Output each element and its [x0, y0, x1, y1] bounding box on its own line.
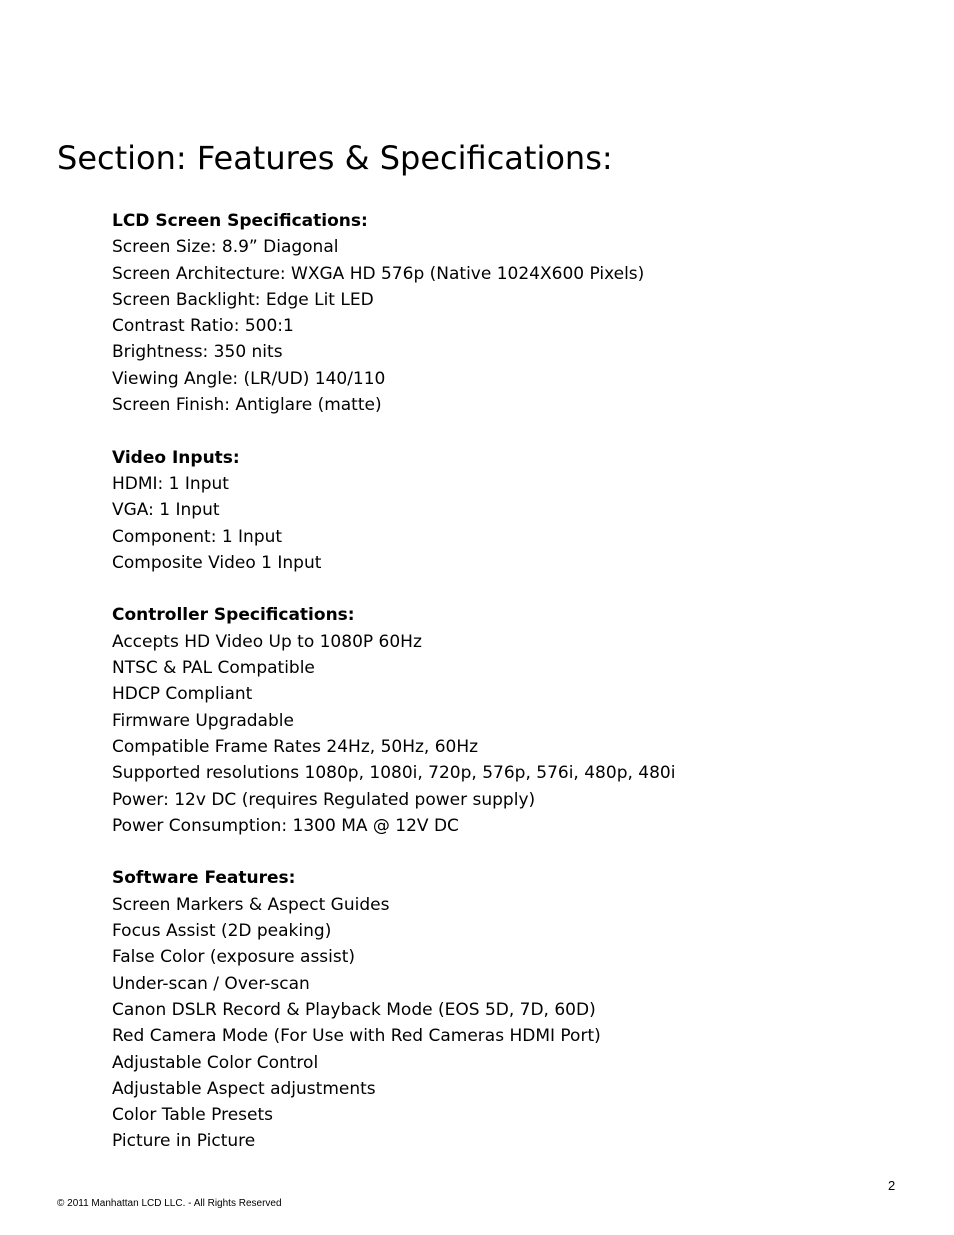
spec-item: VGA: 1 Input [112, 500, 220, 521]
controller-specs-heading: Controller Specifications: [112, 605, 355, 626]
spec-item: Adjustable Aspect adjustments [112, 1078, 376, 1099]
spec-item: Red Camera Mode (For Use with Red Cameras HDMI Port) [112, 1026, 601, 1047]
spec-item: HDMI: 1 Input [112, 473, 229, 494]
controller-specs-section [112, 602, 912, 839]
spec-item: Compatible Frame Rates 24Hz, 50Hz, 60Hz [112, 736, 479, 757]
spec-item: Power Consumption: 1300 MA @ 12V DC [112, 815, 459, 836]
spec-item: NTSC & PAL Compatible [112, 658, 315, 679]
spec-item: Picture in Picture [112, 1131, 256, 1152]
spec-content [112, 208, 912, 1181]
spec-item: Screen Size: 8.9” Diagonal [112, 237, 339, 258]
page-title: Section: Features & Specifications: [57, 139, 613, 177]
spec-item: Accepts HD Video Up to 1080P 60Hz [112, 631, 422, 652]
lcd-screen-specs-section [112, 208, 912, 418]
software-features-section [112, 865, 912, 1154]
software-features-heading: Software Features: [112, 868, 296, 889]
spec-item: HDCP Compliant [112, 684, 253, 705]
spec-item: Canon DSLR Record & Playback Mode (EOS 5D, 7D, 60D) [112, 999, 596, 1020]
copyright-footer: © 2011 Manhattan LCD LLC. - All Rights Reserved [57, 1198, 282, 1209]
spec-item: Power: 12v DC (requires Regulated power supply) [112, 789, 536, 810]
spec-item: Color Table Presets [112, 1105, 274, 1126]
page-number: 2 [888, 1178, 896, 1193]
spec-item: Contrast Ratio: 500:1 [112, 316, 294, 337]
spec-item: Composite Video 1 Input [112, 552, 322, 573]
spec-item: Screen Markers & Aspect Guides [112, 894, 390, 915]
spec-item: Screen Architecture: WXGA HD 576p (Native 1024X600 Pixels) [112, 263, 645, 284]
lcd-screen-specs-heading: LCD Screen Specifications: [112, 211, 368, 231]
spec-item: Supported resolutions 1080p, 1080i, 720p, 576p, 576i, 480p, 480i [112, 763, 676, 784]
spec-item: Firmware Upgradable [112, 710, 294, 731]
video-inputs-section [112, 445, 912, 576]
spec-item: Component: 1 Input [112, 526, 283, 547]
spec-item: False Color (exposure assist) [112, 947, 356, 968]
spec-item: Adjustable Color Control [112, 1052, 319, 1073]
spec-item: Under-scan / Over-scan [112, 973, 310, 994]
spec-item: Screen Finish: Antiglare (matte) [112, 395, 382, 416]
spec-item: Viewing Angle: (LR/UD) 140/110 [112, 368, 386, 389]
spec-item: Screen Backlight: Edge Lit LED [112, 289, 374, 310]
spec-item: Brightness: 350 nits [112, 342, 283, 363]
video-inputs-heading: Video Inputs: [112, 447, 240, 468]
spec-item: Focus Assist (2D peaking) [112, 921, 332, 942]
